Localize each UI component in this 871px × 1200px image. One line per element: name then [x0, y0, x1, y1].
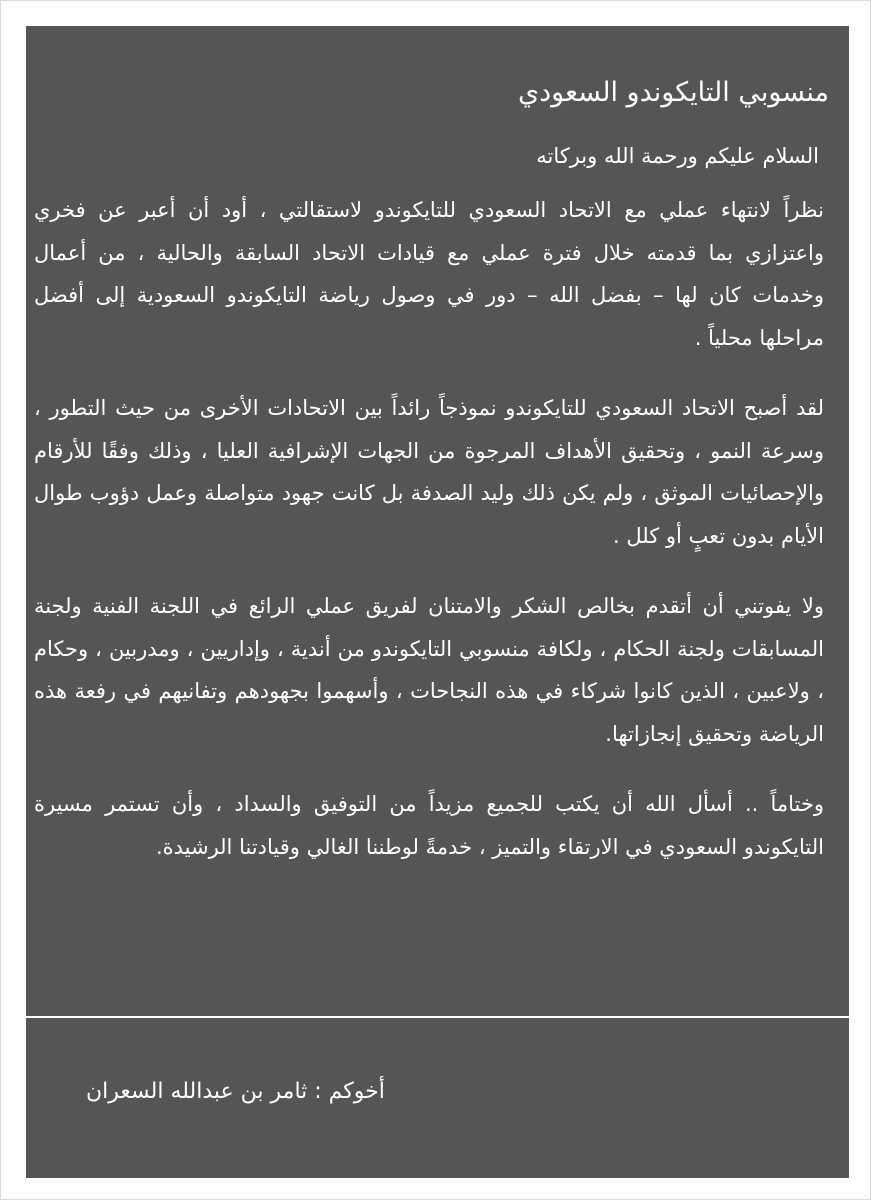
paragraph-closing: وختاماً .. أسأل الله أن يكتب للجميع مزيداً من التوفيق والسداد ، وأن تستمر مسيرة التايكوندو السعودي في الارتقاء والتميز ، خدمةً لوطننا الغالي وقيادتنا الرشيدة. [34, 792, 824, 859]
letter-panel [26, 26, 849, 1178]
letter-signature: أخوكم : ثامر بن عبدالله السعران [86, 1079, 385, 1104]
letter-title: منسوبي التايكوندو السعودي [518, 77, 829, 108]
paragraph-thanks: ولا يفوتني أن أتقدم بخالص الشكر والامتنان لفريق عملي الرائع في اللجنة الفنية ولجنة المسابقات ولجنة الحكام ، ولكافة منسوبي التايكوندو من أندية ، وإداريين ، ومدربين ، وحكام ، ولاعبين ، الذين كانوا شركاء في هذه النجاحات ، وأسهموا بجهودهم وتفانيهم في رفعة هذه الرياضة وتحقيق إنجازاتها. [34, 594, 824, 746]
paragraph-resignation: نظراً لانتهاء عملي مع الاتحاد السعودي للتايكوندو لاستقالتي ، أود أن أعبر عن فخري واعتزازي بما قدمته خلال فترة عملي مع قيادات الاتحاد السابقة والحالية ، من أعمال وخدمات كان لها – بفضل الله – دور في وصول رياضة التايكوندو السعودية إلى أفضل مراحلها محلياً . [34, 198, 824, 350]
letter-body [34, 189, 824, 896]
signature-divider [26, 1016, 849, 1018]
paragraph-achievements: لقد أصبح الاتحاد السعودي للتايكوندو نموذجاً رائداً بين الاتحادات الأخرى من حيث التطور ، وسرعة النمو ، وتحقيق الأهداف المرجوة من الجهات الإشرافية العليا ، وذلك وفقًا للأرقام والإحصائيات الموثق ، ولم يكن ذلك وليد الصدفة بل كانت جهود متواصلة وعمل دؤوب طوال الأيام بدون تعبٍ أو كلل . [34, 396, 824, 548]
letter-greeting: السلام عليكم ورحمة الله وبركاته [536, 144, 819, 168]
